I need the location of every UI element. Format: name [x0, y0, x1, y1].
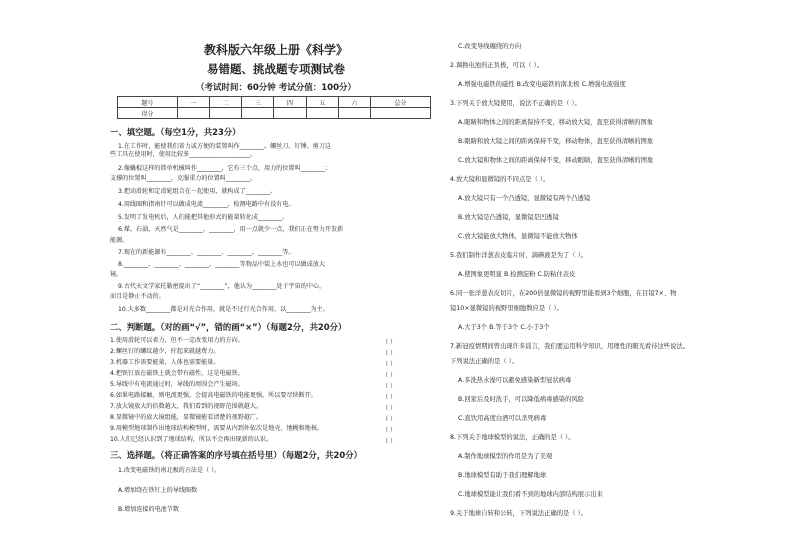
score-row-label: 得分 — [118, 108, 178, 119]
choice-option[interactable]: C.地球模型能让我们看不到的地球内部结构展示出来 — [458, 491, 603, 498]
judge-item: 9.用模型地球制作出地球结构模型时，需要从内到外依次是地壳、地幔和地核。 — [110, 425, 324, 432]
choice-question: 2.调换电池的正负极，可以（ ）。 — [450, 62, 544, 69]
choice-option[interactable]: A.增强电磁铁的磁性 B.改变电磁铁的南北极 C.增强电流强度 — [458, 81, 626, 88]
answer-paren[interactable]: （ ） — [382, 427, 397, 434]
score-header-cell: 总分 — [371, 97, 431, 108]
choice-option[interactable]: A.多洗热水澡可以避免感染新型冠状病毒 — [458, 377, 572, 384]
fill-line: 镜。 — [110, 271, 123, 278]
exam-info: （考试时间：60分钟 考试分值：100分） — [195, 83, 357, 93]
section1-heading: 一、填空题。（每空1分，共23分） — [110, 127, 241, 137]
score-table — [117, 96, 431, 119]
fill-line: 6.煤、石油、天然气是________、________，用一点就少一点，我们正在努力开发新 — [118, 226, 344, 233]
score-header-cell: 五 — [306, 97, 338, 108]
fill-line: 2.像撬棍这样的简单机械叫作________，它有三个点，用力的位置叫________； — [118, 165, 332, 172]
choice-option[interactable]: C.改变导线缠绕的方向 — [458, 43, 522, 50]
choice-option[interactable]: A.大于3个 B.等于3个 C.小于3个 — [458, 324, 550, 331]
fill-line: 支撑的位置叫________，克服重力的位置叫________。 — [110, 175, 257, 182]
choice-question: 1.改变电磁铁的南北极的方法是（ ）。 — [118, 467, 221, 474]
choice-option[interactable]: B.眼睛和放大镜之间的距离保持不变，移动物体，直至获得清晰的图象 — [458, 138, 654, 145]
fill-line: 10.大多数________都是对光合作用，就是不过行光合作用，以________为主。 — [118, 306, 329, 313]
choice-option[interactable]: C.直饮用高度白酒可以杀死病毒 — [458, 415, 547, 422]
judge-item: 4.把铁钉放在磁铁上就会带有磁性，这是电磁铁。 — [110, 370, 244, 377]
choice-question: 镜10×显微镜的视野里细胞数应是（ ）。 — [450, 305, 563, 312]
page-title: 教科版六年级上册《科学》 — [203, 43, 348, 57]
fill-line: 3.把动滑轮和定滑轮组合在一起使用，就构成了________。 — [118, 188, 277, 195]
answer-paren[interactable]: （ ） — [382, 361, 397, 368]
answer-paren[interactable]: （ ） — [382, 394, 397, 401]
fill-line: 1.在工作时，能使我们省力或方便的装置叫作________。螺丝刀、钉锤、剪刀这 — [118, 143, 332, 150]
score-header-cell: 四 — [274, 97, 306, 108]
choice-option[interactable]: A.制作地球模型的作用是为了美观 — [458, 453, 553, 460]
fill-line: 5.发明了发电机后，人们能把其他形式的能量转化成________。 — [118, 214, 289, 221]
judge-item: 10.人们已经认识到了地球结构，所以不会再出现新的认识。 — [110, 436, 273, 443]
choice-question: 9.关于地球自转和公转，下列说法正确的是（ ）。 — [450, 510, 588, 517]
score-header-cell: 六 — [338, 97, 370, 108]
choice-option[interactable]: C.放大镜和物体之间的距离保持不变，移动眼睛，直至获得清晰的图象 — [458, 157, 654, 164]
judge-item: 7.放大镜放大的倍数越大，我们看到的视野范围就越大。 — [110, 403, 263, 410]
answer-paren[interactable]: （ ） — [382, 405, 397, 412]
judge-item: 8.显微镜中的放大镜组能，显微镜能看清楚的视野越广。 — [110, 414, 263, 421]
choice-option[interactable]: A.放大镜只有一个凸透镜，显微镜有两个凸透镜 — [458, 195, 591, 202]
score-header-cell: 一 — [177, 97, 209, 108]
choice-option[interactable]: A.使图象更明显 B.检测淀粉 C.防粘住表皮 — [458, 271, 576, 278]
choice-question: 5.我们制作洋葱表皮临片时，滴碘液是为了（ ）。 — [450, 252, 588, 259]
score-cell[interactable] — [306, 108, 338, 119]
choice-question: 3.下列关于放大镜使用，说法不正确的是（ ）。 — [450, 100, 581, 107]
fill-line: 9.古代天文学家托勒密提出了“________”，他认为________处于宇宙的中心， — [118, 283, 326, 290]
choice-question: 8.下列关于地球模型的说法，正确的是（ ）。 — [450, 434, 575, 441]
fill-line: 7.现在的新能源有________、________、________、________等。 — [118, 249, 295, 256]
judge-item: 1.使用滑轮可以省力，但不一定改变用力的方向。 — [110, 337, 244, 344]
fill-line: 8.________、________、________、________等物品中装上水也可以做成放大 — [118, 261, 325, 268]
score-table-score-row — [118, 108, 431, 119]
score-cell[interactable] — [371, 108, 431, 119]
score-cell[interactable] — [338, 108, 370, 119]
answer-paren[interactable]: （ ） — [382, 372, 397, 379]
score-header-cell: 三 — [242, 97, 274, 108]
score-header-cell: 二 — [210, 97, 242, 108]
choice-option[interactable]: B.增加连接的电池节数 — [118, 506, 179, 513]
choice-question: 6.同一张洋葱表皮切片，在200倍显微镜的视野里能看到3个细胞，在目镜7×、物 — [450, 290, 677, 297]
answer-paren[interactable]: （ ） — [382, 339, 397, 346]
fill-line: 而且是静止不动的。 — [110, 293, 165, 300]
section2-heading: 二、判断题。（对的画“√”，错的画“×”）（每题2分，共20分） — [110, 322, 347, 332]
choice-question: 7.新冠疫情期间曾出现许多谣言，我们要运用科学知识，用理性的眼光看待这些说法。 — [450, 343, 689, 350]
choice-option[interactable]: B.地球模型有助于我们理解地球 — [458, 472, 547, 479]
score-table-header-row — [118, 97, 431, 108]
score-header-cell: 题号 — [118, 97, 178, 108]
judge-item: 5.导线中有电流通过时，导线的周围会产生磁场。 — [110, 381, 244, 388]
answer-paren[interactable]: （ ） — [382, 416, 397, 423]
answer-paren[interactable]: （ ） — [382, 438, 397, 445]
choice-option[interactable]: C.放大镜能放大物体，显微镜不能放大物体 — [458, 233, 578, 240]
choice-question: 下列说法正确的是（ ）。 — [450, 358, 519, 365]
score-cell[interactable] — [274, 108, 306, 119]
fill-line: 能源。 — [110, 237, 129, 244]
judge-item: 6.如果电路接触，则电流更强，会提高电磁铁的电能更强，所以要尽快断开。 — [110, 392, 317, 399]
choice-option[interactable]: A.增加绕在铁钉上的导线圈数 — [118, 487, 198, 494]
choice-option[interactable]: B.放大镜是凸透镜，显微镜是凹透镜 — [458, 214, 559, 221]
choice-question: 4.放大镜和显微镜的不同点是（ ）。 — [450, 176, 550, 183]
judge-item: 3.机器工作需要能量，人体也需要能量。 — [110, 359, 220, 366]
choice-option[interactable]: B.回家后及时洗手，可以降低病毒感染的风险 — [458, 396, 584, 403]
score-cell[interactable] — [242, 108, 274, 119]
judge-item: 2.螺丝钉的螺纹越少，拧起来就越费力。 — [110, 348, 220, 355]
section3-heading: 三、选择题。（将正确答案的序号填在括号里）（每题2分，共20分） — [110, 450, 362, 460]
score-cell[interactable] — [177, 108, 209, 119]
fill-line: 些工具在使用时，使用比较多____________________。 — [110, 151, 257, 158]
choice-option[interactable]: A.眼睛和物体之间的距离保持不变，移动放大镜，直至获得清晰的图象 — [458, 119, 654, 126]
page-subtitle: 易错题、挑战题专项测试卷 — [207, 62, 345, 76]
score-cell[interactable] — [210, 108, 242, 119]
fill-line: 4.用线圈和指南针可以做成电流________，检测电路中有没有电。 — [118, 201, 295, 208]
answer-paren[interactable]: （ ） — [382, 350, 397, 357]
answer-paren[interactable]: （ ） — [382, 383, 397, 390]
